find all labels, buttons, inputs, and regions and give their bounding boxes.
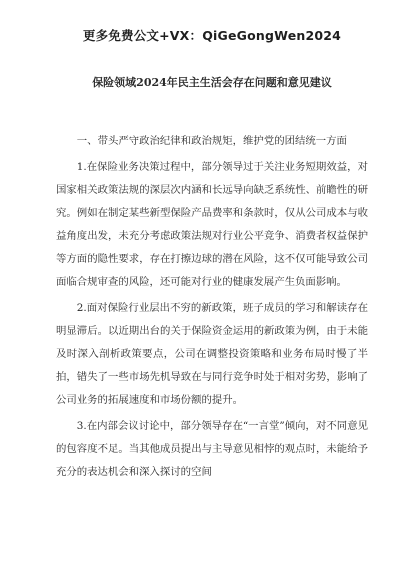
paragraph-3: 3.在内部会议讨论中，部分领导存在“一言堂”倾向，对不同意见的包容度不足。当其他成员提出与主导意见相悖的观点时，未能给予充分的表达机会和深入探讨的空间 bbox=[56, 420, 368, 478]
document-title: 保险领域2024年民主生活会存在问题和意见建议 bbox=[92, 76, 332, 89]
paragraph-1: 1.在保险业务决策过程中，部分领导过于关注业务短期效益，对国家相关政策法规的深层次内涵和长远导向缺乏系统性、前瞻性的研究。例如在制定某些新型保险产品费率和条款时，仅从公司成本与收益角度出发，未充分考虑政策法规对行业公平竞争、消费者权益保护等方面的隐性要求，存在打擦边球的潜在风险，这不仅可能导致公司面临合规审查的风险，还可能对行业的健康发展产生负面影响。 bbox=[56, 161, 368, 288]
document-header: 更多免费公文+VX：QiGeGongWen2024 bbox=[82, 28, 342, 43]
section-heading: 一、带头严守政治纪律和政治规矩，维护党的团结统一方面 bbox=[76, 135, 347, 147]
paragraph-2: 2.面对保险行业层出不穷的新政策，班子成员的学习和解读存在明显滞后。以近期出台的关于保险资金运用的新政策为例，由于未能及时深入剖析政策要点，公司在调整投资策略和业务布局时慢了半拍，错失了一些市场先机导致在与同行竞争时处于相对劣势，影响了公司业务的拓展速度和市场份额的提升。 bbox=[56, 302, 368, 406]
